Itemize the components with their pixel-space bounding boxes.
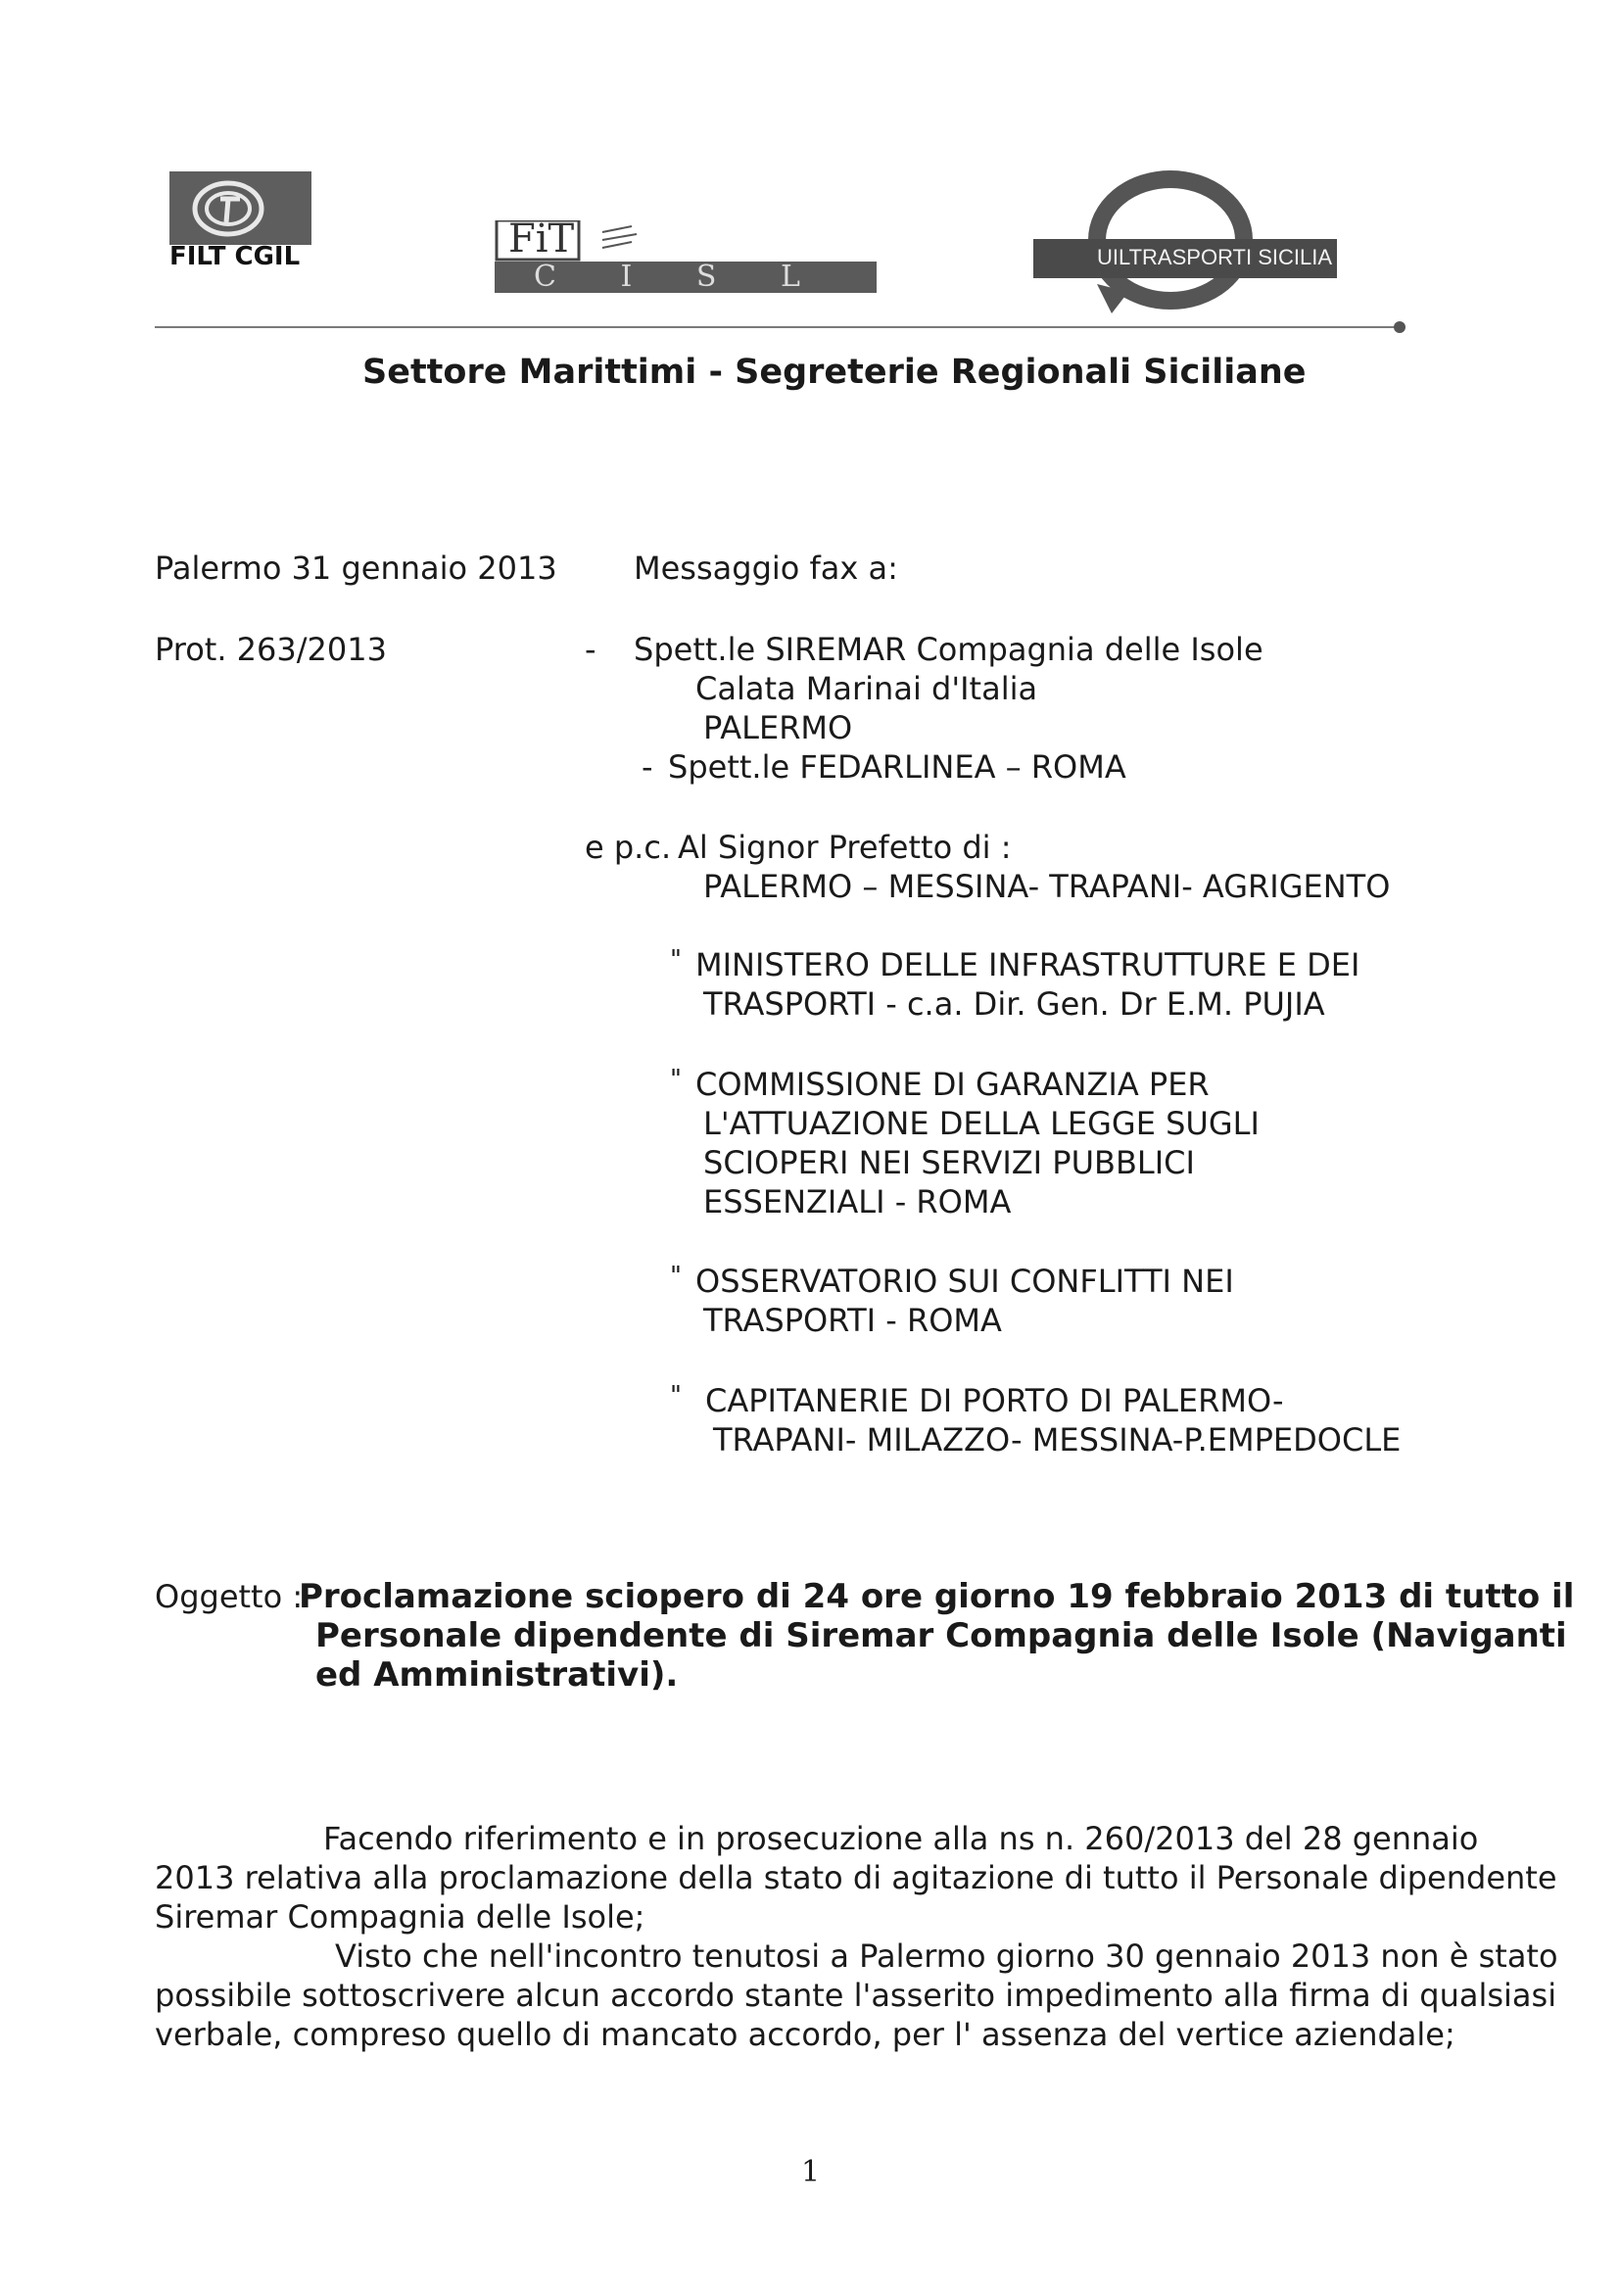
protocol-number: Prot. 263/2013 — [155, 631, 387, 668]
header-divider — [155, 326, 1399, 328]
body-paragraph-2-line-3: verbale, compreso quello di mancato accordo, per l' assenza del vertice aziendale; — [155, 2016, 1455, 2053]
filt-cgil-label: FILT CGIL — [169, 242, 301, 271]
filt-cgil-emblem — [169, 171, 311, 245]
header-divider-dot — [1394, 321, 1406, 333]
page-number: 1 — [801, 2155, 821, 2189]
uiltrasporti-label: UILTRASPORTI SICILIA — [1097, 245, 1333, 269]
cc-ministero: MINISTERO DELLE INFRASTRUTTURE E DEI — [695, 946, 1360, 983]
subject-line: Personale dipendente di Siremar Compagnia delle Isole (Naviganti — [315, 1616, 1567, 1655]
cc-ministero-line2: TRASPORTI - c.a. Dir. Gen. Dr E.M. PUJIA — [703, 985, 1325, 1023]
ditto-mark: " — [670, 1381, 682, 1411]
document-date: Palermo 31 gennaio 2013 — [155, 550, 557, 587]
recipient-fedarlinea: Spett.le FEDARLINEA – ROMA — [668, 748, 1126, 786]
subject-line: Proclamazione sciopero di 24 ore giorno 19 febbraio 2013 di tutto il — [299, 1577, 1575, 1616]
cc-commissione-line4: ESSENZIALI - ROMA — [703, 1183, 1012, 1220]
filt-emblem-icon — [169, 171, 311, 245]
ditto-mark: " — [670, 1065, 682, 1094]
cc-commissione: COMMISSIONE DI GARANZIA PER — [695, 1066, 1210, 1103]
recipient-siremar-city: PALERMO — [703, 709, 853, 746]
fit-cisl-logo — [495, 216, 877, 299]
document-title: Settore Marittimi - Segreterie Regionali Siciliane — [362, 353, 1307, 392]
cc-osservatorio-line2: TRASPORTI - ROMA — [703, 1302, 1002, 1339]
uiltrasporti-logo — [1019, 167, 1337, 323]
filt-cgil-logo — [169, 171, 311, 269]
subject-line: ed Amministrativi). — [315, 1655, 679, 1695]
cc-prefetto-cities: PALERMO – MESSINA- TRAPANI- AGRIGENTO — [703, 868, 1391, 905]
cisl-logo-text: C I S L — [534, 260, 828, 294]
fit-logo-text: FiT — [508, 216, 575, 262]
recipient-dash: - — [585, 631, 596, 668]
recipient-dash: - — [642, 748, 653, 786]
cc-commissione-line2: L'ATTUAZIONE DELLA LEGGE SUGLI — [703, 1105, 1260, 1142]
body-paragraph-2-line-2: possibile sottoscrivere alcun accordo stante l'asserito impedimento alla firma di qualsiasi — [155, 1977, 1557, 2014]
body-paragraph-1-line-1: Facendo riferimento e in prosecuzione alla ns n. 260/2013 del 28 gennaio — [323, 1820, 1479, 1857]
recipient-siremar: Spett.le SIREMAR Compagnia delle Isole — [634, 631, 1263, 668]
cc-capitanerie: CAPITANERIE DI PORTO DI PALERMO- — [705, 1382, 1284, 1419]
cc-prefetto: Al Signor Prefetto di : — [678, 829, 1012, 866]
cc-label: e p.c. — [585, 829, 672, 866]
ditto-mark: " — [670, 945, 682, 975]
ditto-mark: " — [670, 1262, 682, 1291]
fax-label: Messaggio fax a: — [634, 550, 898, 587]
body-paragraph-2-line-1: Visto che nell'incontro tenutosi a Palermo giorno 30 gennaio 2013 non è stato — [335, 1937, 1558, 1975]
body-paragraph-1-line-2: 2013 relativa alla proclamazione della stato di agitazione di tutto il Personale dipendente — [155, 1859, 1557, 1896]
body-paragraph-1-line-3: Siremar Compagnia delle Isole; — [155, 1898, 645, 1936]
cc-commissione-line3: SCIOPERI NEI SERVIZI PUBBLICI — [703, 1144, 1195, 1181]
cc-capitanerie-line2: TRAPANI- MILAZZO- MESSINA-P.EMPEDOCLE — [713, 1421, 1402, 1459]
recipient-siremar-address: Calata Marinai d'Italia — [695, 670, 1038, 707]
subject-label: Oggetto : — [155, 1578, 304, 1615]
cc-osservatorio: OSSERVATORIO SUI CONFLITTI NEI — [695, 1263, 1234, 1300]
